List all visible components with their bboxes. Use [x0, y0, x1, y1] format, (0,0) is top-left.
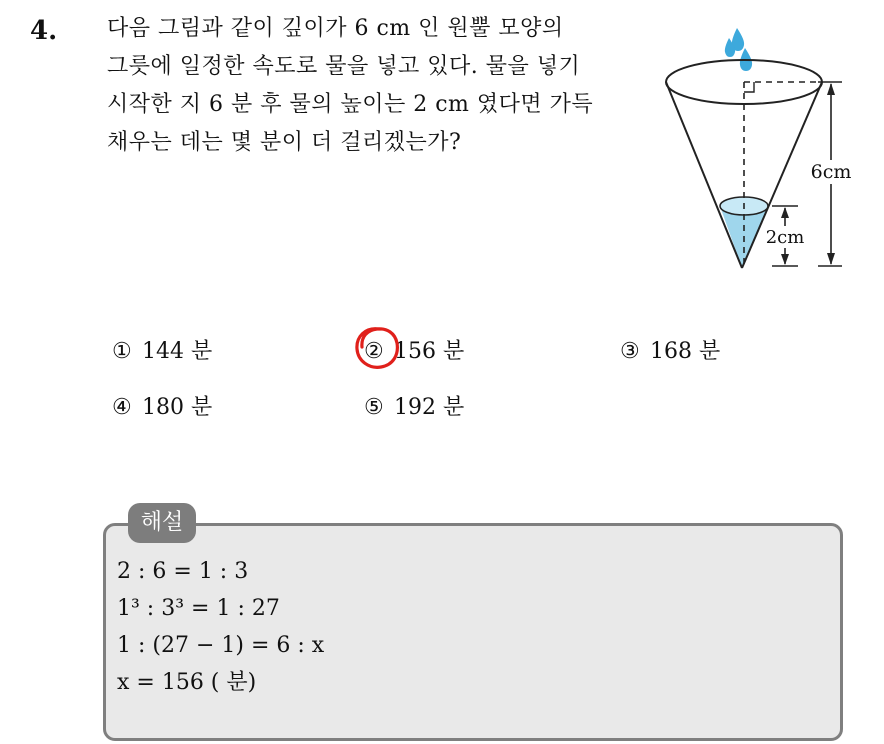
right-angle-mark [744, 82, 754, 92]
choice-4[interactable] [112, 390, 212, 421]
cone-left-edge [666, 82, 742, 268]
water-height-arrow-down [781, 254, 789, 265]
solution-tab: 해설 [128, 503, 196, 543]
choice-symbol: ① [112, 339, 132, 364]
choice-3[interactable] [620, 334, 720, 365]
solution-line: 1³ : 3³ = 1 : 27 [117, 596, 280, 621]
question-number: 4. [30, 16, 58, 46]
choice-symbol: ③ [620, 339, 640, 364]
choice-text: 156 분 [394, 339, 465, 364]
choice-symbol: ② [364, 339, 384, 364]
choice-text: 144 분 [142, 339, 213, 364]
water-height-arrow-up [781, 207, 789, 218]
choice-symbol: ④ [112, 395, 132, 420]
choice-5[interactable] [364, 390, 464, 421]
cone-figure [650, 20, 884, 280]
question-text [107, 10, 652, 162]
answer-circle-mark [353, 323, 401, 373]
choice-text: 168 분 [650, 339, 721, 364]
choice-1[interactable] [112, 334, 212, 365]
choice-symbol: ⑤ [364, 395, 384, 420]
choice-text: 192 분 [394, 395, 465, 420]
solution-line: x = 156 ( 분) [117, 670, 257, 695]
solution-line: 2 : 6 = 1 : 3 [117, 559, 249, 584]
question-line: 그릇에 일정한 속도로 물을 넣고 있다. 물을 넣기 [107, 54, 581, 79]
depth-arrow-down [827, 253, 835, 265]
solution-lines [117, 553, 324, 701]
water-height-label: 2cm [765, 227, 805, 248]
depth-arrow-up [827, 83, 835, 95]
depth-label: 6cm [810, 161, 852, 183]
choice-text: 180 분 [142, 395, 213, 420]
question-line: 시작한 지 6 분 후 물의 높이는 2 cm 였다면 가득 [107, 92, 594, 117]
question-line: 채우는 데는 몇 분이 더 걸리겠는가? [107, 130, 462, 155]
question-line: 다음 그림과 같이 깊이가 6 cm 인 원뿔 모양의 [107, 16, 564, 41]
solution-line: 1 : (27 − 1) = 6 : x [117, 633, 325, 658]
